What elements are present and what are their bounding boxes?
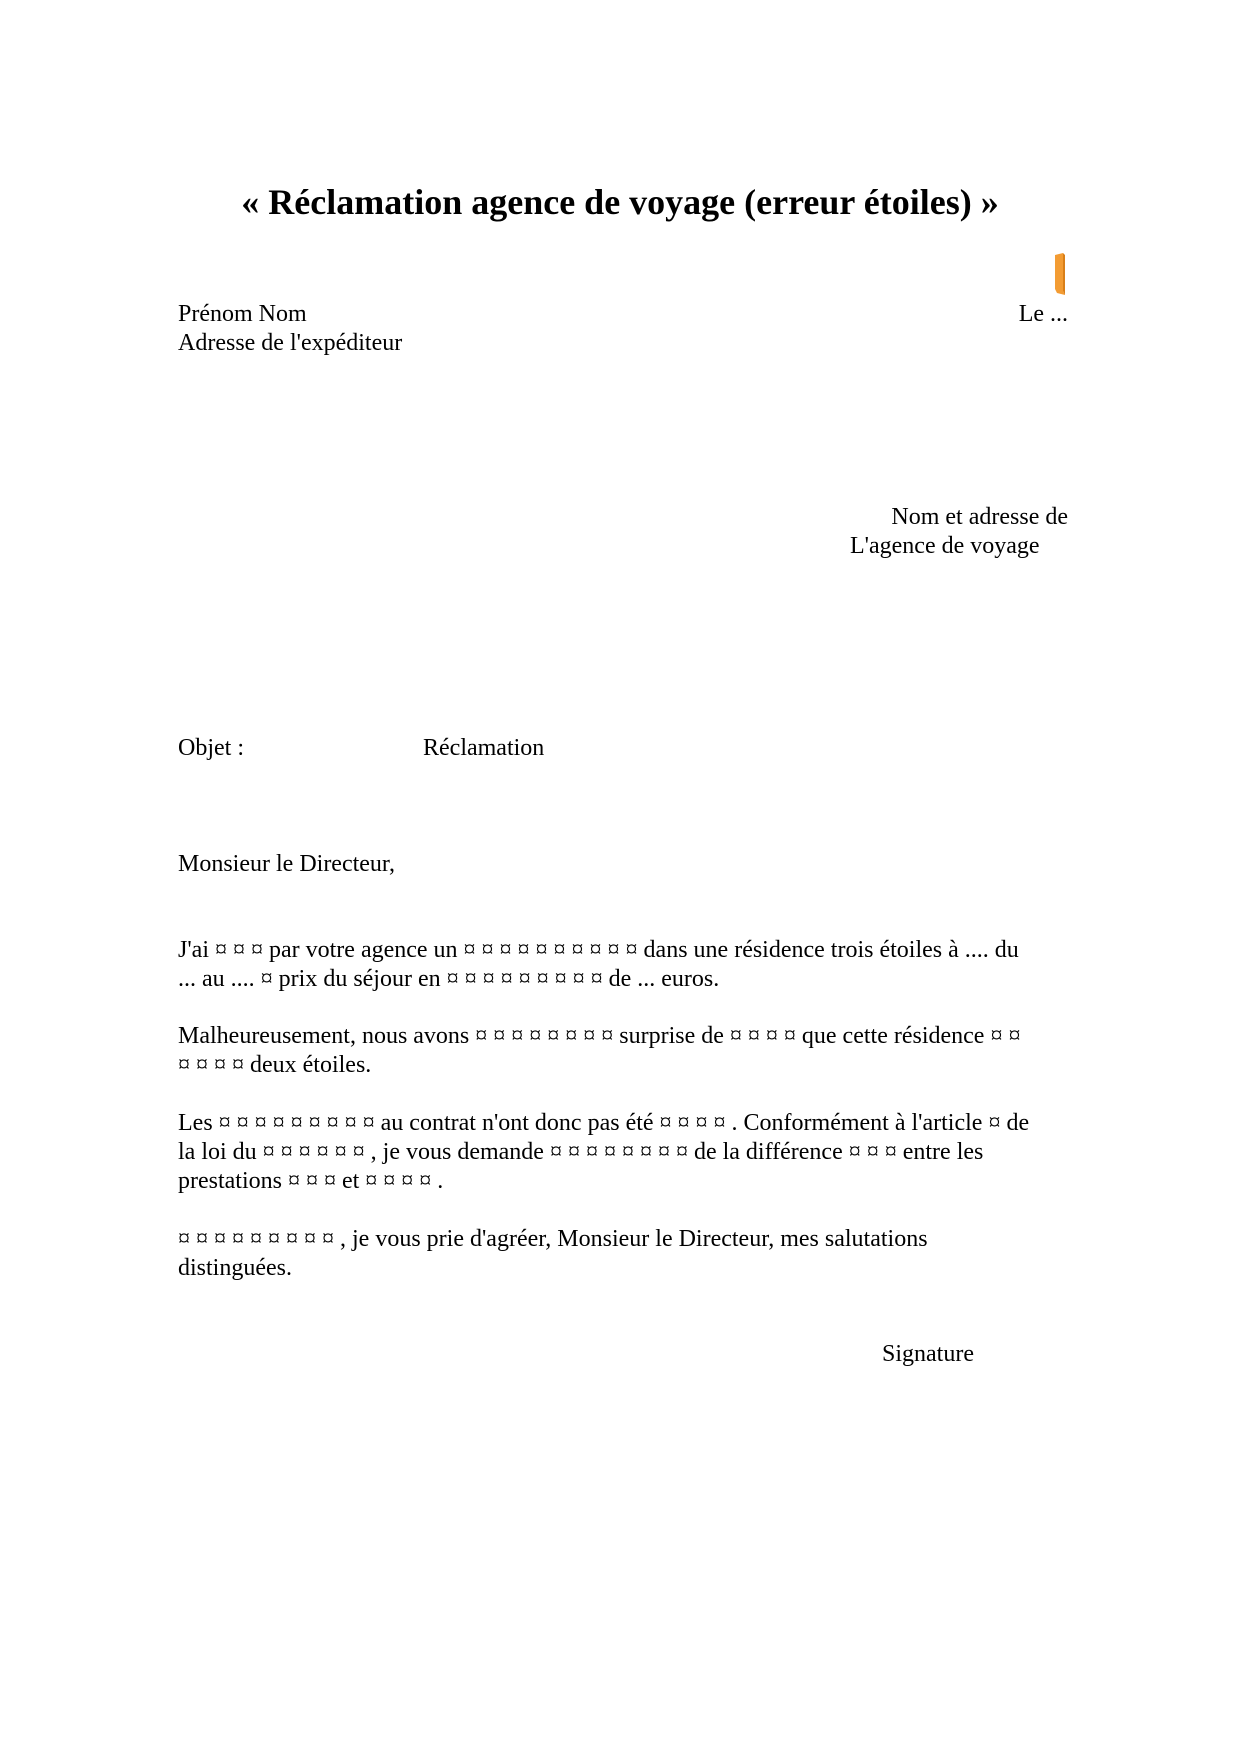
paragraph-2 (178, 1022, 1068, 1080)
subject-value: Réclamation (423, 735, 545, 761)
paragraph-1 (178, 936, 1068, 994)
sender-address: Adresse de l'expéditeur (178, 330, 403, 356)
salutation: Monsieur le Directeur, (178, 851, 395, 877)
document-title: « Réclamation agence de voyage (erreur étoiles) » (241, 182, 999, 222)
signature: Signature (882, 1341, 974, 1367)
letter-date: Le ... (1018, 301, 1068, 327)
recipient-line-2: L'agence de voyage (850, 533, 1040, 559)
paragraph-3 (178, 1109, 1068, 1196)
paragraph-line: prestations ¤ ¤ ¤ et ¤ ¤ ¤ ¤ . (178, 1168, 444, 1194)
paragraph-line: Malheureusement, nous avons ¤ ¤ ¤ ¤ ¤ ¤ ¤ ¤ surprise de ¤ ¤ ¤ ¤ que cette résidence ¤ ¤ (178, 1023, 1021, 1049)
paragraph-line: distinguées. (178, 1255, 292, 1281)
paragraph-line: la loi du ¤ ¤ ¤ ¤ ¤ ¤ , je vous demande ¤ ¤ ¤ ¤ ¤ ¤ ¤ ¤ de la différence ¤ ¤ ¤ entre les (178, 1139, 984, 1165)
paragraph-4 (178, 1225, 1068, 1283)
paragraph-line: ¤ ¤ ¤ ¤ ¤ ¤ ¤ ¤ ¤ , je vous prie d'agréer, Monsieur le Directeur, mes salutations (178, 1226, 928, 1252)
subject-label: Objet : (178, 735, 244, 761)
paragraph-line: ... au .... ¤ prix du séjour en ¤ ¤ ¤ ¤ ¤ ¤ ¤ ¤ ¤ de ... euros. (178, 966, 720, 992)
sender-name: Prénom Nom (178, 301, 307, 327)
paragraph-line: J'ai ¤ ¤ ¤ par votre agence un ¤ ¤ ¤ ¤ ¤ ¤ ¤ ¤ ¤ ¤ dans une résidence trois étoiles à .... du (178, 937, 1019, 963)
paragraph-line: Les ¤ ¤ ¤ ¤ ¤ ¤ ¤ ¤ ¤ au contrat n'ont donc pas été ¤ ¤ ¤ ¤ . Conformément à l'article ¤ de (178, 1110, 1030, 1136)
bookmark-icon (1054, 253, 1066, 295)
recipient-line-1: Nom et adresse de (891, 504, 1068, 530)
paragraph-line: ¤ ¤ ¤ ¤ deux étoiles. (178, 1052, 372, 1078)
